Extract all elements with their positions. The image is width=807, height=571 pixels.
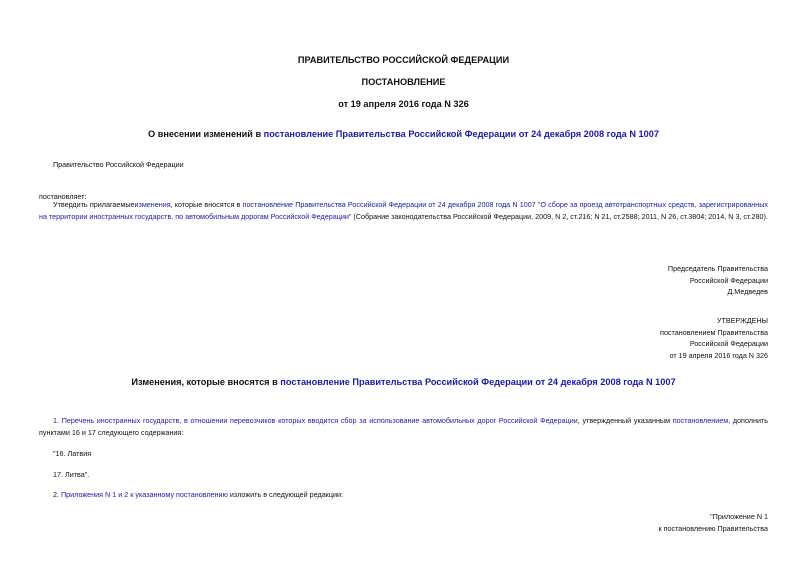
p1-text-c: (Собрание законодательства Российской Федерации, 2009, N 2, ст.216; N 21, ст.2588; 2011, N 26, ст.3804; 2014, N 3, ст.280). — [351, 212, 768, 221]
change-item-16: "16. Латвия — [53, 449, 92, 458]
signature-line-2: Российской Федерации — [689, 275, 768, 285]
resolves-label: постановляет: — [39, 192, 87, 201]
document-title — [0, 129, 807, 139]
item1-text-mid: , утвержденный указанным — [577, 416, 673, 425]
approved-line-4: от 19 апреля 2016 года N 326 — [669, 350, 768, 360]
approved-line-1: УТВЕРЖДЕНЫ — [716, 316, 768, 325]
approved-line-2: постановлением Правительства — [660, 327, 768, 337]
approved-line-3: Российской Федерации — [689, 339, 768, 348]
signature-line-3: Д.Медведев — [727, 287, 768, 296]
title-prefix: О внесении изменений в — [148, 129, 264, 139]
item1-text-end: , дополнить пунктами 16 и 17 следующего содержания: — [39, 416, 768, 437]
p1-text-b: , которые вносятся в — [170, 200, 241, 209]
document-type: ПОСТАНОВЛЕНИЕ — [361, 77, 446, 87]
document-date: от 19 апреля 2016 года N 326 — [338, 99, 469, 109]
p1-link-resolution[interactable]: постановление Правительства Российской Федерации от 24 декабря 2008 года N 1007 "О сборе за проезд автотранспортных средств, зарегистрированных на территории иностранных государств, по автомобильным дорогам Российской Федерации" — [39, 200, 768, 221]
title-link[interactable]: постановление Правительства Российской Федерации от 24 декабря 2008 года N 1007 — [263, 129, 659, 139]
appendix-line-2: к постановлению Правительства — [658, 523, 768, 533]
changes-title-prefix: Изменения, которые вносятся в — [131, 377, 281, 387]
change-item-17: 17. Литва". — [53, 470, 90, 479]
item1-link-resolution[interactable]: постановлением — [672, 416, 729, 425]
signature-block — [668, 263, 768, 298]
item2-link-appendices[interactable]: Приложения N 1 и 2 к указанному постановлению — [61, 490, 228, 499]
item2-text-end: изложить в следующей редакции: — [227, 490, 343, 499]
gov-rf-label: Правительство Российской Федерации — [53, 160, 184, 169]
p1-link-changes[interactable]: изменения — [134, 200, 171, 209]
appendix-header — [658, 511, 768, 534]
changes-title-link[interactable]: постановление Правительства Российской Федерации от 24 декабря 2008 года N 1007 — [280, 377, 676, 387]
item1-link-list[interactable]: Перечень иностранных государств, в отношении перевозчиков которых вводится сбор за использование автомобильных дорог Российской Федерации — [61, 416, 578, 425]
appendix-line-1: "Приложение N 1 — [710, 512, 768, 521]
item2-number: 2. — [53, 490, 61, 499]
p1-text-a: Утвердить прилагаемые — [53, 200, 135, 209]
changes-title — [0, 377, 807, 387]
change-item-1 — [39, 415, 768, 439]
item1-number: 1. — [53, 416, 62, 425]
change-item-2 — [53, 490, 343, 499]
approved-block — [660, 315, 768, 361]
government-header: ПРАВИТЕЛЬСТВО РОССИЙСКОЙ ФЕДЕРАЦИИ — [297, 55, 510, 65]
signature-line-1: Председатель Правительства — [667, 264, 768, 273]
resolution-paragraph — [39, 199, 768, 223]
